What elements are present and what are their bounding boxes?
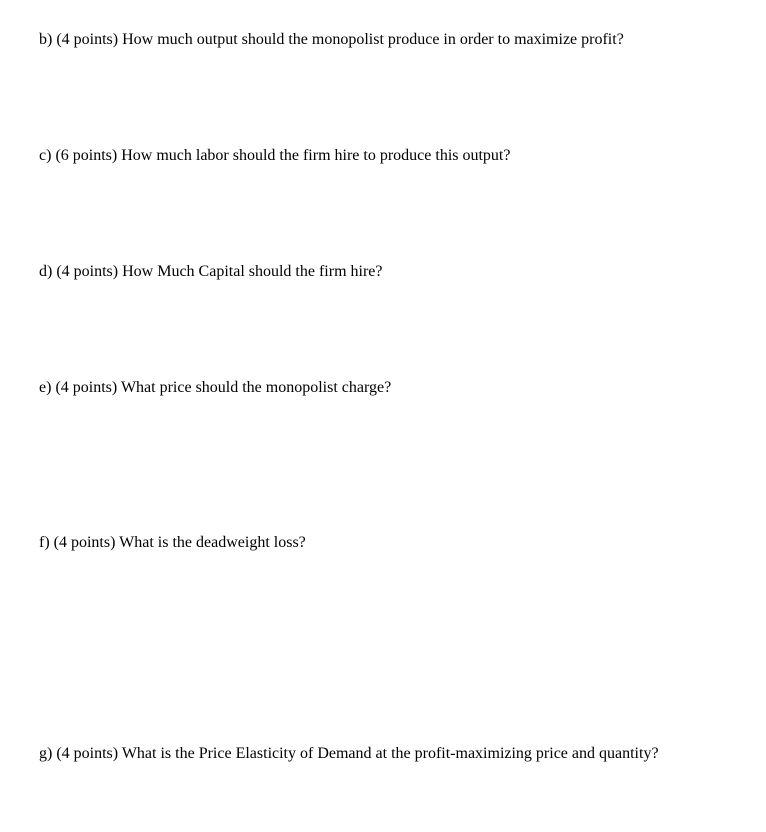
question-e — [39, 378, 391, 398]
question-label: d) — [39, 263, 53, 280]
question-d — [39, 262, 383, 282]
question-text: What price should the monopolist charge? — [120, 379, 392, 396]
question-points: (4 points) — [56, 263, 119, 280]
question-points: (4 points) — [55, 379, 118, 396]
question-points: (4 points) — [53, 534, 116, 551]
question-label: g) — [39, 745, 53, 762]
question-c — [39, 146, 510, 166]
question-b — [39, 30, 624, 50]
question-label: f) — [39, 534, 50, 551]
question-text: What is the deadweight loss? — [119, 534, 306, 551]
question-text: How much output should the monopolist produce in order to maximize profit? — [122, 31, 624, 48]
question-label: e) — [39, 379, 52, 396]
question-g — [39, 744, 659, 764]
question-label: b) — [39, 31, 53, 48]
question-points: (4 points) — [56, 745, 119, 762]
question-label: c) — [39, 147, 52, 164]
question-text: How Much Capital should the firm hire? — [122, 263, 383, 280]
question-points: (6 points) — [55, 147, 118, 164]
question-points: (4 points) — [56, 31, 119, 48]
question-f — [39, 533, 306, 553]
question-text: What is the Price Elasticity of Demand at the profit-maximizing price and quantity? — [121, 745, 659, 762]
question-text: How much labor should the firm hire to produce this output? — [121, 147, 511, 164]
